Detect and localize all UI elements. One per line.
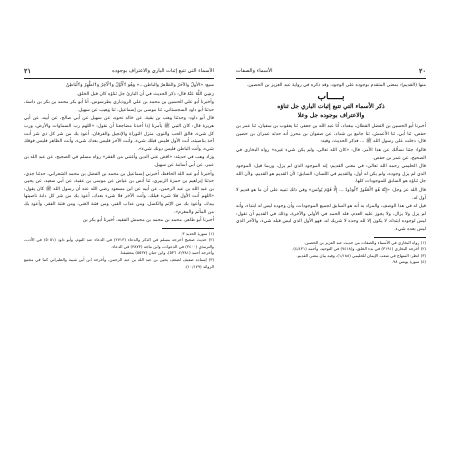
right-page-body — [236, 79, 426, 234]
chapter-subtitle: والاعتراف بوجوده جل وعلا — [297, 112, 365, 120]
right-footnotes — [236, 240, 426, 266]
footnote: (٣) إسناده ضعيف لضعف يحيى بن عبد الله بن عبد الرحمن، وأخرجه ابن أبي شيبة والطبراني كما في مجمع الزوائد (١٠/١٧٩). — [24, 257, 214, 269]
left-running-title: الأسماء التي تتبع إثبات الباري والاعتراف بوجوده — [112, 68, 214, 74]
footnote: (١) سورة الحديد ٣. — [181, 230, 214, 236]
left-page-header — [24, 66, 214, 79]
paragraph: قال الحليمي رحمه الله تعالى: في معنى القديم: إنه الموجود الذي لم يزل، وربما قيل: الموجود الذي لم يزل وجوده، ولم يكن له أول، والقديم في اللسان: السابق؛ لأن القديم هو القديم، ولأن الله جل ثناؤه هو السابق للموجودات كلها. — [236, 164, 426, 185]
chapter-label: بـــــاب — [317, 91, 345, 102]
footnote-divider — [374, 237, 426, 238]
paragraph: رَضِيَ اللَّهُ عَنْهُ قال: ذكر الحديث في أن البارئ جل ثناؤه كان قبل الخلق. — [76, 91, 214, 97]
footnote: وأخرجه أحمد (٢/٣٨١، ٥٣٦)، وابن حبان (٥٥٣٧) بتحقيقنا. — [119, 250, 214, 256]
footnote: (٣) انظر: المنهاج في شعب الإيمان للحليمي (١/١٨٨)، وفيه بيان معنى القديم. — [296, 252, 426, 258]
footnote: (٢) حديث صحيح أخرجه مسلم في الذكر والدعاء (٢٧١٣) في الدعاء عند النوم، وأبو داود (٥٠٥١) في الأدب، والترمذي (٣٤٠٠) في الدعوات، وابن ماجه (٣٨٧٣) في الدعاء. — [24, 237, 214, 249]
left-page-number: ٢١ — [24, 67, 31, 75]
left-page-body — [24, 79, 214, 225]
paragraph: وزاد وهب في حديثه: «اقض عني الدين وأغنني من الفقر» رواه مسلم في الصحيح، عن عبد الله بن عمر، عن أبي أسامة عن سهيل. — [24, 155, 214, 168]
left-footnotes — [24, 231, 214, 271]
paragraph: أخبرنا أبو طاهر، محمد بن محمد بن محمش الفقيه، أخبرنا أبو بكر بن — [82, 218, 214, 224]
paragraph: قالوا: جئنا نسألك عن هذا الأمر، قال: «كان الله تعالى، ولم يكن شيء غيره» رواه البخاري في الصحيح، عن عمر بن حفص. — [236, 147, 426, 161]
paragraph: قال أبو داود: وحدثنا وهب بن بقية، عن خالد نحوه، عن سهيل عن أبي صالح، عن أبيه، عن أبي هريرة قال: كان النبي ﷺ يأمرنا إذا أخذنا مضاجعنا أن نقول: «اللهم رب السماوات والأرض، ورب كل شيء، فالق الحب والنوى، منزل التوراة والإنجيل والفرقان، أعوذ بك من شر كل ذي شر أنت آخذ بناصيته، أنت الأول فليس قبلك شيء، وأنت الآخر فليس بعدك شيء، وأنت الظاهر فليس فوقك شيء، وأنت الباطن فليس دونك شيء». — [24, 116, 214, 152]
footnote: (١) رواه البخاري في الأسماء والصفات من حديث عبد العزيز بن الحصين. — [303, 239, 426, 245]
right-page — [236, 66, 426, 406]
right-page-number: ٢٠ — [419, 67, 426, 75]
right-page-header — [236, 66, 426, 79]
paragraph: منها (القديم): بمعنى المتقدم بوجوده على الوجود، وقد ذكره في رواية عبد العزيز بن الحصين. — [246, 83, 426, 88]
footnote-divider — [162, 228, 214, 229]
paragraph: وأخبرنا أبو عبد الله الحافظ، أخبرني إسماعيل بن محمد بن الفضل بن محمد الشعراني، حدثنا جدي، حدثنا إبراهيم بن حمزة الزبيري، ثنا أنس بن عياض عن موسى بن عقبة، عن أبي سعيد، عن يحيى بن عبد الله بن عبد الرحمن، عن أبيه عن ابن مسعود رضي الله عنه أن رسول الله ﷺ كان يقول: «اللهم أنت الأول فلا شيء قبلك، وأنت الآخر فلا شيء بعدك، أعوذ بك من شر كل دابة ناصيتها بيدك، وأعوذ بك من الإثم والكسل، ومن عذاب القبر، ومن فتنة الغنى، ومن فتنة الفقر، وأعوذ بك من المأثم والمغرم». — [24, 171, 214, 215]
footnote: (٢) أخرجه البخاري (٣١٩١) في بدء الخلق، و(٧٤١٨) في التوحيد، وأحمد (٤/٤٣١). — [292, 246, 426, 252]
chapter-title: ذكر الأسماء التي تتبع إثبات الباري جل ثناؤه — [277, 103, 385, 111]
right-running-title: الأسماء والصفات — [236, 68, 273, 74]
paragraph: أخبرنا أبو الحسين بن الفضل القطان، ببغداد، أنا عبد الله بن جعفر، ثنا يعقوب بن سفيان، ثنا عمر بن حفص، ثنا أبي، ثنا الأعمش، ثنا جامع بن شداد، عن صفوان بن محرز أنه حدثه عمران بن حصين قال: دخلت على رسول الله ﷺ ... فذكر الحديث، وفيه: — [236, 124, 426, 145]
footnote: (٤) سورة يونس ٩٨. — [391, 259, 426, 265]
paragraph: قيل له في هذا الوصف، والمراد به أنه هو السابق لجميع الموجودات، وأن وجوده ليس له ابتداء، وأنه لم يزل ولا يزال، ولا يجوز عليه العدم، فله الحمد في الأولى والآخرة، وذلك في القديم أن تقول: ليس لوجوده ابتداء، لا يكون إلا لله وحده لا شريك له، فهو الأول الذي ليس قبله شيء، والآخر الذي ليس بعده شيء. — [236, 204, 426, 232]
paragraph: سبع: «الأولُ والآخرُ والظاهرُ والباطن...» وَهُوَ ٱلْأَوَّلُ وَٱلْآخِرُ وَٱلظَّٰهِرُ وَٱلْبَاطِنُ — [66, 83, 214, 88]
left-page — [24, 66, 214, 406]
paragraph: قال الله عز وجل: «إِنَّهُ هُوَ ٱلْغَفُورُ ٱلْوَدُودُ ... إِلَّا قَوْمَ يُونُسَ» وفي ذلك تنبيه على أن ما هو قديم لا أول له. — [236, 187, 426, 201]
paragraph: وأخبرنا أبو علي الحسين بن محمد بن علي الروذباري بطرسوس، أنا أبو بكر محمد بن بكر بن داسة، حدثنا أبو داود السجستاني، ثنا موسى بن إسماعيل، ثنا وهيب عن سهيل. — [24, 100, 214, 113]
